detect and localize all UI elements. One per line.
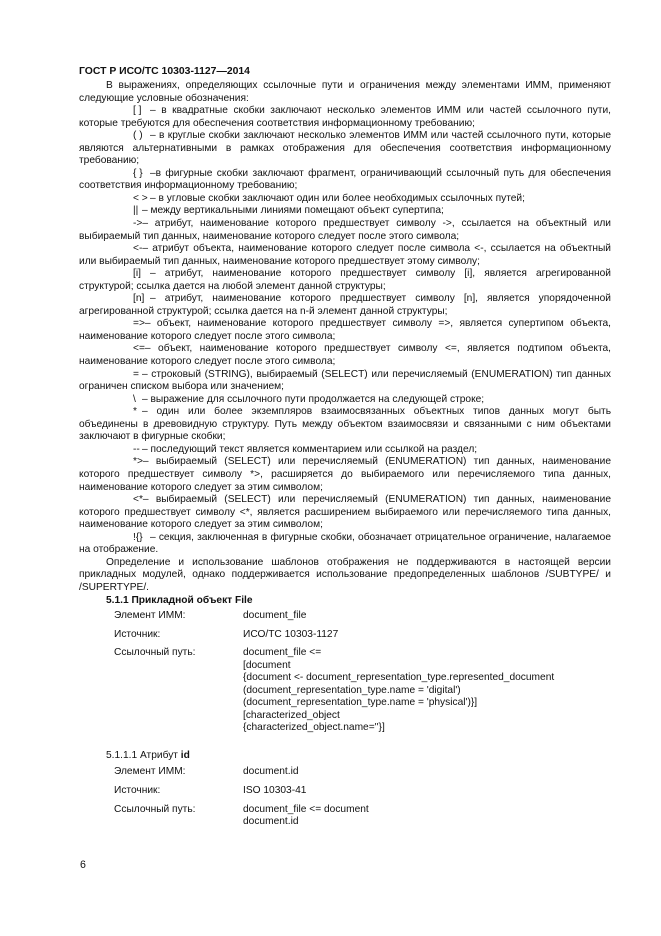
mapping-row [114, 629, 611, 642]
mapping-row [114, 610, 611, 623]
page-body [79, 80, 611, 829]
symbol-definition [79, 444, 611, 457]
mapping-value-line: document.id [243, 816, 299, 828]
mapping-value [243, 610, 611, 623]
symbol-definition [79, 394, 611, 407]
symbol-description: – выражение для ссылочного пути продолжается на следующей строке; [142, 393, 485, 405]
symbol-description: –в фигурные скобки заключают фрагмент, ограничивающий ссылочный путь для обеспечения соответствия информационному требованию; [79, 167, 611, 192]
symbol-notation: [n] [133, 293, 145, 305]
mapping-key: Элемент ИММ: [114, 609, 186, 621]
symbol-notation: <= [133, 343, 145, 355]
symbol-notation: { } [133, 167, 143, 179]
symbol-definition [79, 268, 611, 293]
symbol-description: – атрибут, наименование которого предшествует символу [i], является агрегированной структурой; ссылка дается на любой элемент данной структуры; [79, 268, 611, 292]
symbol-definition [79, 369, 611, 394]
intro-paragraph: В выражениях, определяющих ссылочные пути и ограничения между элементами ИММ, применяют следующие условные обозначения: [79, 80, 611, 104]
mapping-row [114, 785, 611, 798]
mapping-key: Элемент ИММ: [114, 766, 186, 778]
symbol-notation: * [133, 406, 137, 418]
symbol-notation: [ ] [133, 105, 142, 117]
symbol-notation: || [133, 205, 139, 217]
mapping-row [114, 804, 611, 829]
symbol-notation: <- [133, 243, 143, 255]
symbol-description: – один или более экземпляров взаимосвязанных объектных типов данных могут быть объединены в древовидную структуру. Путь между объектом взаимосвязи и связанными с ним объектами заключают в фигурные скобки; [79, 406, 611, 443]
mapping-row [114, 766, 611, 779]
symbol-notation: [i] [133, 268, 141, 280]
mapping-key: Источник: [114, 784, 161, 796]
symbol-notation: -- [133, 443, 140, 455]
symbol-description: – объект, наименование которого предшествует символу <=, является подтипом объекта, наименование которого следует после этого символа; [79, 343, 611, 368]
mapping-value [243, 629, 611, 642]
symbol-description: – строковый (STRING), выбираемый (SELECT) или перечисляемый (ENUMERATION) тип данных ограничен списком выбора или значением; [79, 368, 611, 393]
symbol-notation: \ [133, 393, 136, 405]
symbol-definition [79, 293, 611, 318]
mapping-value-line: [document [243, 659, 291, 671]
symbol-definition [79, 205, 611, 218]
symbol-description: – выбираемый (SELECT) или перечисляемый (ENUMERATION) тип данных, наименование которого предшествует символу <*, является расширением выбираемого или перечисляемого типа данных, наименование которого следует за этим символом; [79, 494, 611, 531]
symbol-definition [79, 343, 611, 368]
mapping-value-line: (document_representation_type.name = 'digital') [243, 684, 461, 696]
mapping-value-line: document_file <= document [243, 803, 369, 815]
symbol-definition [79, 318, 611, 343]
symbol-description: – в круглые скобки заключают несколько элементов ИММ или частей ссылочного пути, которые являются альтернативными в рамках отображения для обеспечения соответствия информационному требованию; [79, 130, 611, 167]
mapping-key: Источник: [114, 628, 161, 640]
mapping-value-line: {document <- document_representation_type.represented_document [243, 672, 555, 684]
symbol-description: – в квадратные скобки заключают несколько элементов ИММ или частей ссылочного пути, которые требуются для обеспечения соответствия информационному требованию; [79, 105, 611, 129]
mapping-key: Ссылочный путь: [114, 803, 196, 815]
mapping-row [114, 647, 611, 735]
symbol-definition [79, 494, 611, 532]
symbol-definition [79, 243, 611, 268]
symbol-definition [79, 130, 611, 168]
symbol-description: – атрибут объекта, наименование которого следует после символа <-, ссылается на объектный или выбираемый тип данных, наименование которого предшествует этому символу; [79, 243, 611, 267]
symbol-notation: *> [133, 456, 143, 468]
subsection-mapping-table [114, 766, 611, 828]
mapping-value [243, 804, 611, 829]
symbol-definition [79, 532, 611, 557]
note-paragraph: Определение и использование шаблонов отображения не поддерживаются в настоящей версии прикладных модулей, однако поддерживается использование предопределенных шаблонов /SUBTYPE/ и /SUPERTYPE/. [79, 556, 611, 593]
symbol-description: – секция, заключенная в фигурные скобки, обозначает отрицательное ограничение, налагаемое на отображение. [79, 531, 611, 556]
mapping-value-line: document.id [243, 766, 299, 778]
symbol-notation: ( ) [133, 130, 143, 142]
mapping-value-line: (document_representation_type.name = 'physical')}] [243, 697, 478, 709]
symbol-description: – атрибут, наименование которого предшествует символу [n], является упорядоченной агрегированной структурой; ссылка дается на n-й элемент данной структуры; [79, 293, 611, 317]
symbol-definition [79, 218, 611, 243]
symbol-description: – в угловые скобки заключают один или более необходимых ссылочных путей; [150, 192, 525, 204]
page-number: 6 [80, 859, 86, 871]
mapping-value [243, 785, 611, 798]
symbol-definition [79, 456, 611, 494]
symbol-description: – между вертикальными линиями помещают объект супертипа; [142, 205, 444, 217]
mapping-value-line: [characterized_object [243, 709, 340, 721]
symbol-definition [79, 105, 611, 130]
section-mapping-table [114, 610, 611, 735]
subsection-prefix: 5.1.1.1 Атрибут [106, 749, 181, 761]
symbol-description: – объект, наименование которого предшествует символу =>, является супертипом объекта, наименование которого следует после этого символа; [79, 318, 611, 342]
mapping-value-line: document_file <= [243, 647, 322, 659]
mapping-value [243, 766, 611, 779]
symbol-notation: < > [133, 192, 148, 204]
mapping-value-line: document_file [243, 609, 307, 621]
mapping-key: Ссылочный путь: [114, 647, 196, 659]
symbol-description: – выбираемый (SELECT) или перечисляемый (ENUMERATION) тип данных, наименование которого предшествует символу *>, расширяется до выбираемого или перечисляемого типа данных, наименование которого следует за этим символом; [79, 456, 611, 493]
symbol-description: – последующий текст является комментарием или ссылкой на раздел; [142, 443, 478, 455]
mapping-value-line: {characterized_object.name=''}] [243, 722, 385, 734]
mapping-value-line: ISO 10303-41 [243, 784, 307, 796]
subsection-title [106, 750, 611, 763]
symbol-notation: -> [133, 218, 143, 230]
symbol-notation: => [133, 318, 145, 330]
section-title: 5.1.1 Прикладной объект File [106, 595, 253, 607]
symbol-notation: <* [133, 494, 143, 506]
symbol-definitions-list [79, 105, 611, 557]
symbol-definition [79, 406, 611, 444]
symbol-notation: = [133, 368, 139, 380]
mapping-value [243, 647, 611, 735]
symbol-definition [79, 193, 611, 206]
symbol-notation: !{} [133, 531, 143, 543]
symbol-definition [79, 168, 611, 193]
subsection-attribute-name: id [180, 749, 190, 761]
mapping-value-line: ИСО/ТС 10303-1127 [243, 628, 339, 640]
page-header: ГОСТ Р ИСО/ТС 10303-1127—2014 [79, 66, 250, 77]
symbol-description: – атрибут, наименование которого предшествует символу ->, ссылается на объектный или выбираемый тип данных, наименование которого следует после этого символа; [79, 218, 611, 242]
